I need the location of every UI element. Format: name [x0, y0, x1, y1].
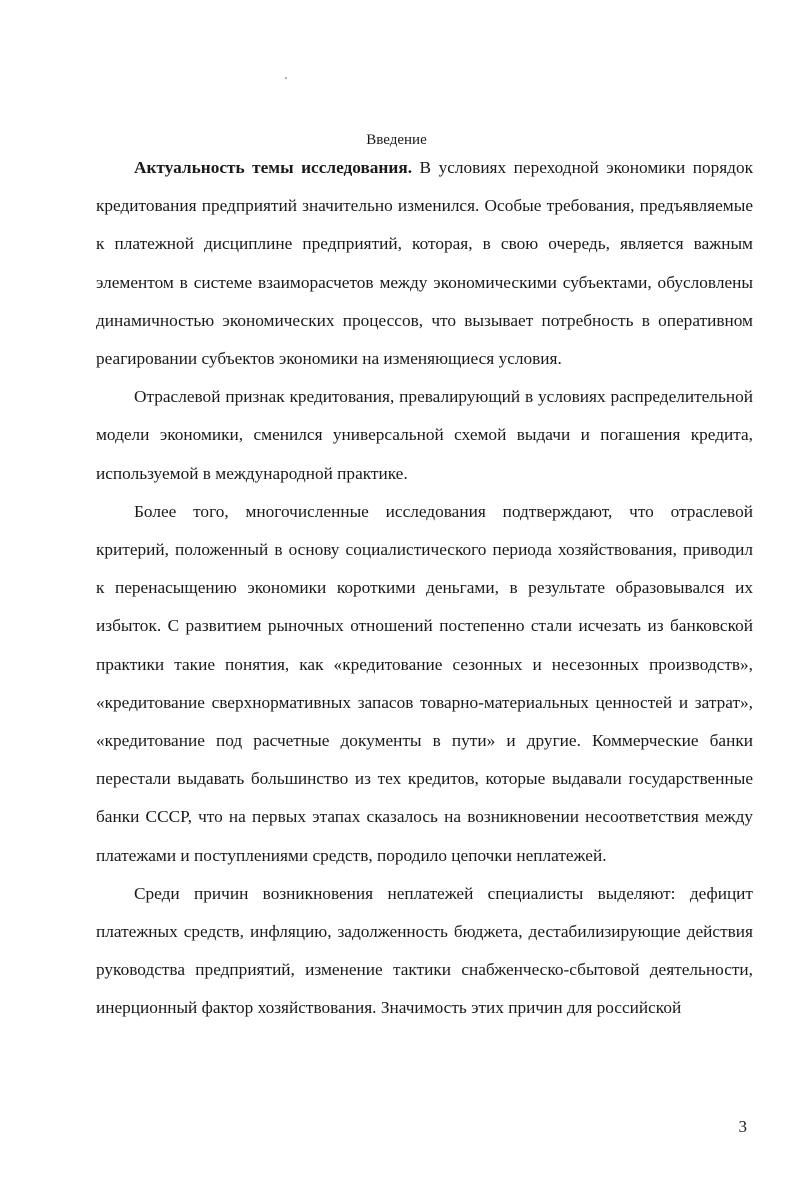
paragraph-relevance [96, 149, 753, 378]
paragraph-text: Более того, многочисленные исследования подтверждают, что отраслевой критерий, положенный в основу социалистического периода хозяйствования, приводил к перенасыщению экономики короткими деньгами, в результате образовывался их избыток. С развитием рыночных отношений постепенно стали исчезать из банковской практики такие понятия, как «кредитование сезонных и несезонных производств», «кредитование сверхнормативных запасов товарно-материальных ценностей и затрат», «кредитование под расчетные документы в пути» и другие. Коммерческие банки перестали выдавать большинство из тех кредитов, которые выдавали государственные банки СССР, что на первых этапах сказалось на возникновении несоответствия между платежами и поступлениями средств, породило цепочки неплатежей. [96, 501, 753, 865]
scan-speck [285, 77, 287, 79]
paragraph-research [96, 493, 753, 875]
section-heading: Введение [366, 132, 427, 148]
body-text [96, 149, 753, 1028]
paragraph-lead: Актуальность темы исследования. [134, 158, 413, 177]
paragraph-text: Отраслевой признак кредитования, превалирующий в условиях распределительной модели экономики, сменился универсальной схемой выдачи и погашения кредита, используемой в международной практике. [96, 387, 753, 483]
paragraph-text: В условиях переходной экономики порядок кредитования предприятий значительно изменился. Особые требования, предъявляемые к платежной дисциплине предприятий, которая, в свою очередь, является важным элементом в системе взаиморасчетов между экономическими субъектами, обусловлены динамичностью экономических процессов, что вызывает потребность в оперативном реагировании субъектов экономики на изменяющиеся условия. [96, 158, 754, 369]
paragraph-sector-criterion [96, 378, 753, 493]
paragraph-nonpayment-causes [96, 875, 753, 1028]
paragraph-text: Среди причин возникновения неплатежей специалисты выделяют: дефицит платежных средств, инфляцию, задолженность бюджета, дестабилизирующие действия руководства предприятий, изменение тактики снабженческо-сбытовой деятельности, инерционный фактор хозяйствования. Значимость этих причин для российской [96, 883, 753, 1018]
page-number: 3 [738, 1117, 747, 1136]
